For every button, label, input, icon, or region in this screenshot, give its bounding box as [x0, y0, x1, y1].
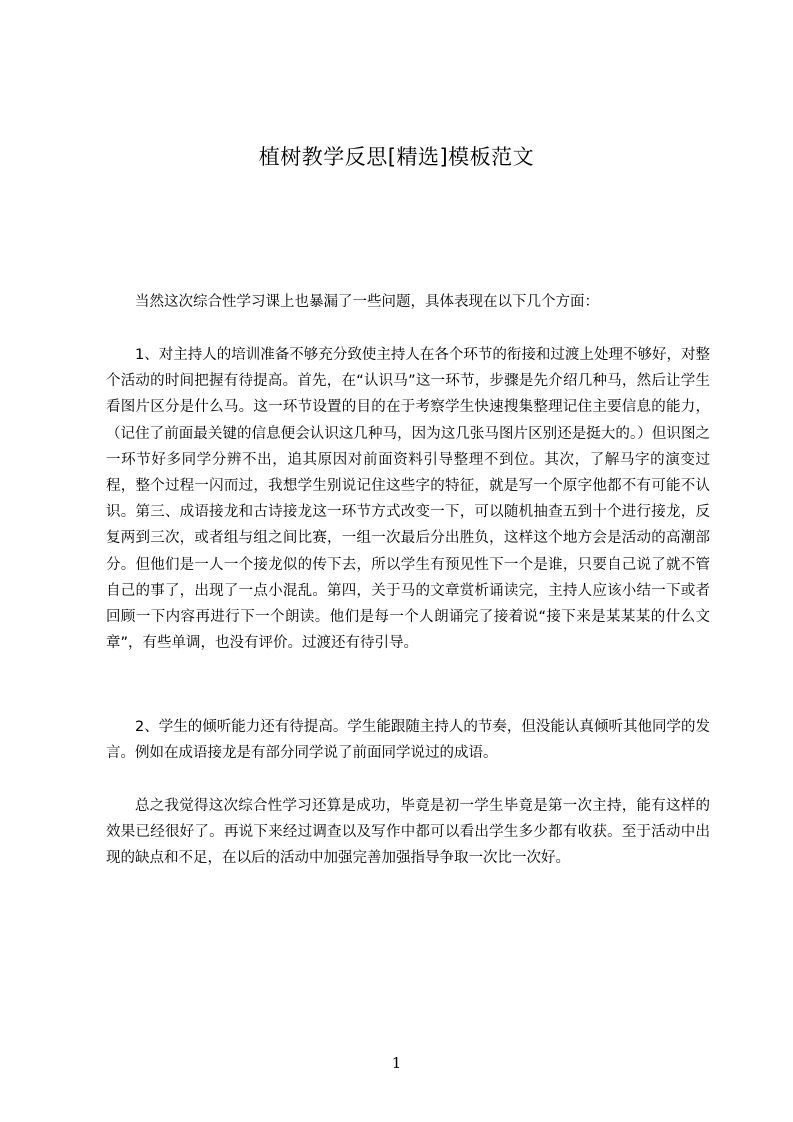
paragraph-conclusion: 总之我觉得这次综合性学习还算是成功，毕竟是初一学生毕竟是第一次主持，能有这样的效果已经很好了。再说下来经过调查以及写作中都可以看出学生多少都有收获。至于活动中出现的缺点和不足，在以后的活动中加强完善加强指导争取一次比一次好。 [106, 798, 710, 867]
paragraph-point-two: 2、学生的倾听能力还有待提高。学生能跟随主持人的节奏，但没能认真倾听其他同学的发言。例如在成语接龙是有部分同学说了前面同学说过的成语。 [106, 719, 710, 762]
paragraph-point-one: 1、对主持人的培训准备不够充分致使主持人在各个环节的衔接和过渡上处理不够好，对整个活动的时间把握有待提高。首先，在“认识马”这一环节，步骤是先介绍几种马，然后让学生看图片区分是什么马。这一环节设置的目的在于考察学生快速搜集整理记住主要信息的能力，（记住了前面最关键的信息便会认识这几种马，因为这几张马图片区别还是挺大的。）但识图之一环节好多同学分辨不出，追其原因对前面资料引导整理不到位。其次，了解马字的演变过程，整个过程一闪而过，我想学生别说记住这些字的特征，就是写一个原字他都不有可能不认识。第三、成语接龙和古诗接龙这一环节方式改变一下，可以随机抽查五到十个进行接龙，反复两到三次，或者组与组之间比赛，一组一次最后分出胜负，这样这个地方会是活动的高潮部分。但他们是一人一个接龙似的传下去，所以学生有预见性下一个是谁，只要自己说了就不管自己的事了，出现了一点小混乱。第四，关于马的文章赏析诵读完，主持人应该小结一下或者回顾一下内容再进行下一个朗读。他们是每一个人朗诵完了接着说“接下来是某某某的什么文章”，有些单调，也没有评价。过渡还有待引导。 [106, 347, 710, 652]
page-number: 1 [391, 1054, 402, 1072]
document-title: 植树教学反思[精选]模板范文 [258, 145, 535, 169]
paragraph-intro: 当然这次综合性学习课上也暴漏了一些问题，具体表现在以下几个方面： [135, 294, 599, 310]
